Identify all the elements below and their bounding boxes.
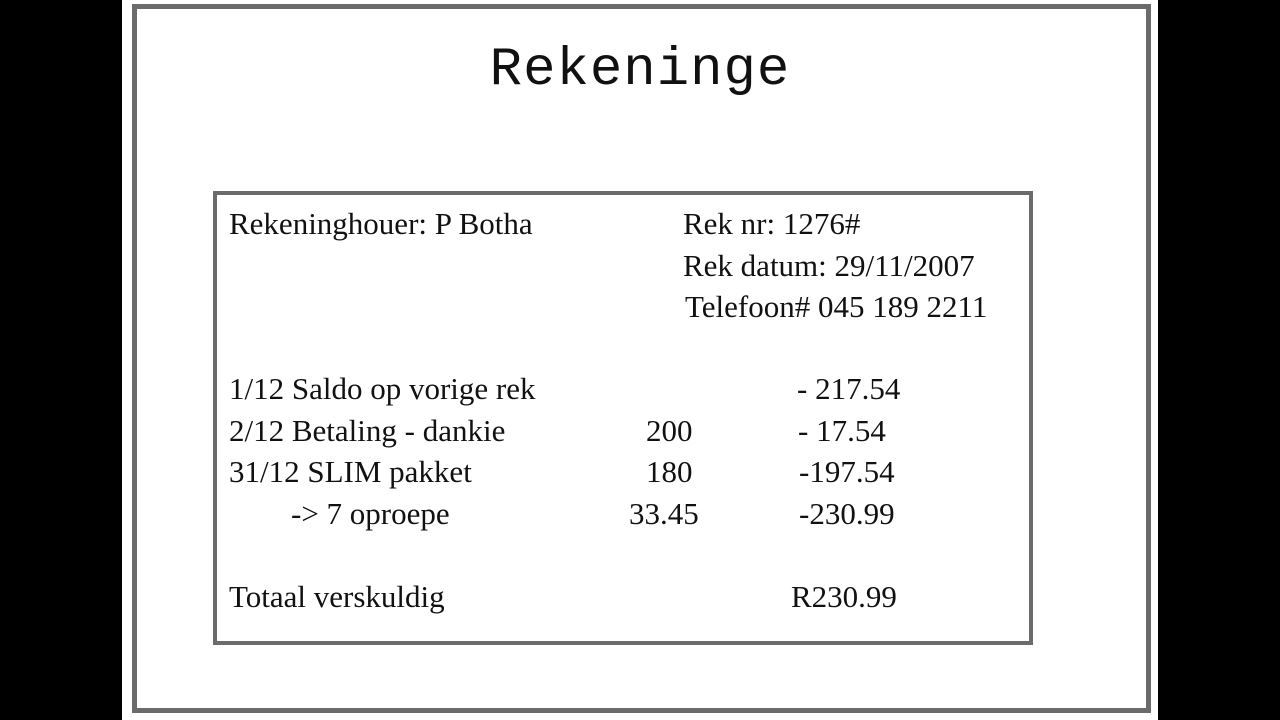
transaction-amount: 180 [646, 454, 693, 489]
total-value: R230.99 [791, 579, 897, 614]
transaction-amount: 33.45 [629, 496, 699, 531]
slide [122, 0, 1158, 720]
transaction-description: 1/12 Saldo op vorige rek [229, 371, 536, 406]
total-label: Totaal verskuldig [229, 579, 445, 614]
account-date: Rek datum: 29/11/2007 [683, 248, 975, 283]
account-number: Rek nr: 1276# [683, 206, 861, 241]
transaction-amount: 200 [646, 413, 693, 448]
transaction-description: 2/12 Betaling - dankie [229, 413, 506, 448]
account-holder: Rekeninghouer: P Botha [229, 206, 533, 241]
statement-box [213, 191, 1033, 645]
transaction-description: -> 7 oproepe [291, 496, 450, 531]
transaction-balance: - 17.54 [798, 413, 886, 448]
telephone: Telefoon# 045 189 2211 [685, 289, 988, 324]
transaction-balance: -230.99 [799, 496, 895, 531]
page-title: Rekeninge [489, 40, 791, 101]
transaction-description: 31/12 SLIM pakket [229, 454, 472, 489]
transaction-balance: - 217.54 [797, 371, 901, 406]
transaction-balance: -197.54 [799, 454, 895, 489]
